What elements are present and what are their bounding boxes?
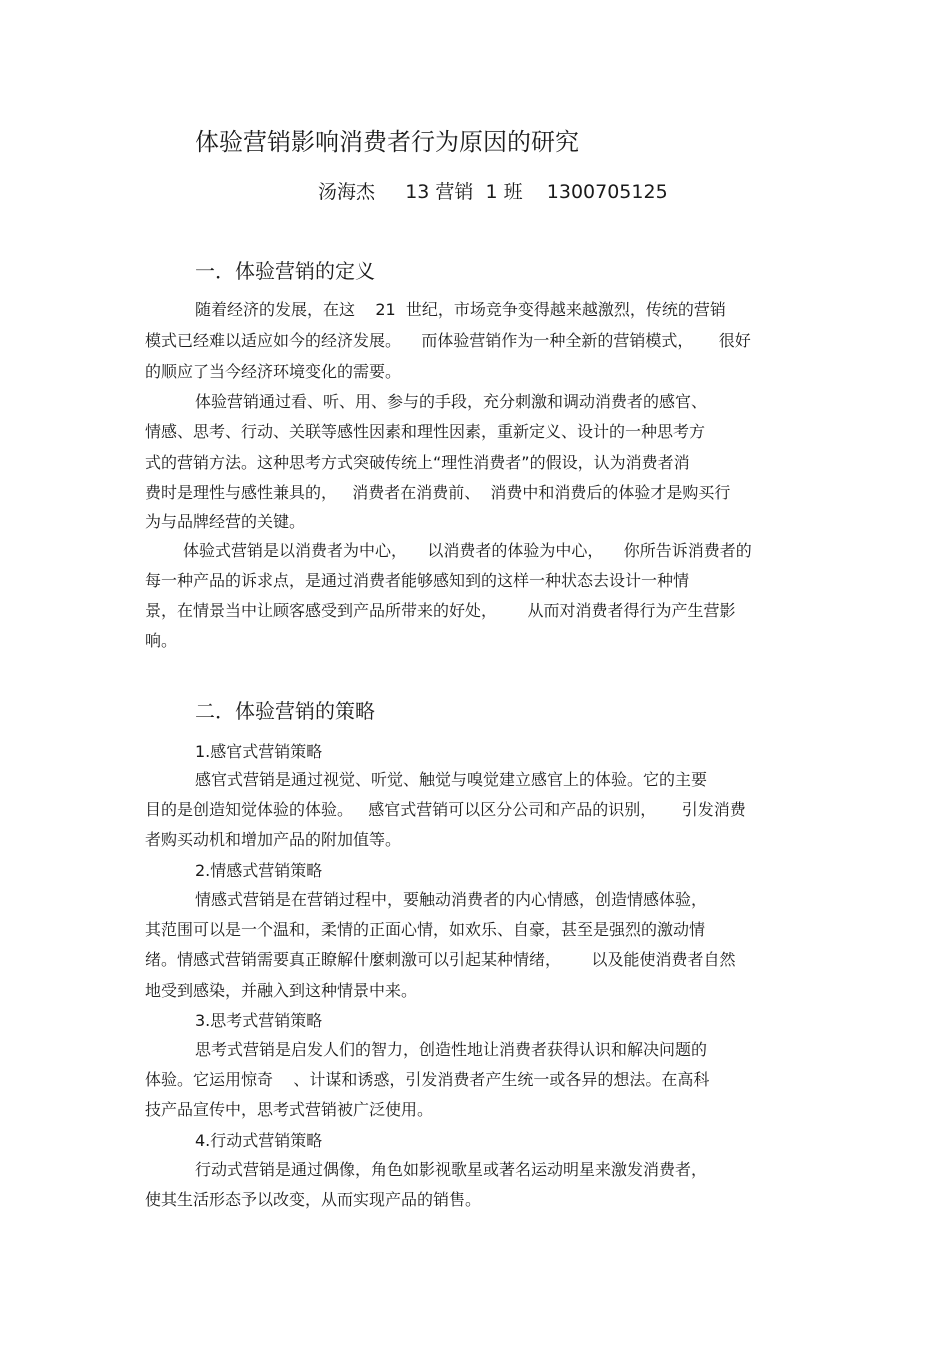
paragraph-line: 体验式营销是以消费者为中心， 以消费者的体验为中心， 你所告诉消费者的 bbox=[183, 541, 752, 560]
paragraph-line: 每一种产品的诉求点，是通过消费者能够感知到的这样一种状态去设计一种情 bbox=[145, 571, 690, 590]
paragraph-line: 技产品宣传中，思考式营销被广泛使用。 bbox=[145, 1100, 434, 1119]
paragraph-line: 情感、思考、行动、关联等感性因素和理性因素，重新定义、设计的一种思考方 bbox=[145, 422, 706, 441]
paragraph-line: 体验。它运用惊奇 、计谋和诱惑，引发消费者产生统一或各异的想法。在高科 bbox=[145, 1070, 710, 1089]
paragraph-line: 体验营销通过看、听、用、参与的手段，充分刺激和调动消费者的感官、 bbox=[195, 392, 708, 411]
paragraph-line: 费时是理性与感性兼具的， 消费者在消费前、 消费中和消费后的体验才是购买行 bbox=[145, 483, 731, 502]
paragraph-line: 的顺应了当今经济环境变化的需要。 bbox=[145, 362, 402, 381]
section-1-heading: 一．体验营销的定义 bbox=[195, 259, 375, 283]
paragraph-line: 绪。情感式营销需要真正瞭解什麼刺激可以引起某种情绪， 以及能使消费者自然 bbox=[145, 950, 736, 969]
subheading: 4.行动式营销策略 bbox=[195, 1131, 323, 1150]
document-title: 体验营销影响消费者行为原因的研究 bbox=[195, 128, 579, 156]
paragraph-line: 行动式营销是通过偶像，角色如影视歌星或著名运动明星来激发消费者， bbox=[195, 1160, 708, 1179]
paragraph-line: 者购买动机和增加产品的附加值等。 bbox=[145, 830, 402, 849]
paragraph-line: 其范围可以是一个温和，柔情的正面心情，如欢乐、自豪，甚至是强烈的激动情 bbox=[145, 920, 706, 939]
paragraph-line: 地受到感染，并融入到这种情景中来。 bbox=[145, 981, 418, 1000]
paragraph-line: 响。 bbox=[145, 631, 178, 650]
paragraph-line: 使其生活形态予以改变，从而实现产品的销售。 bbox=[145, 1190, 482, 1209]
paragraph-line: 目的是创造知觉体验的体验。 感官式营销可以区分公司和产品的识别， 引发消费 bbox=[145, 800, 746, 819]
paragraph-line: 为与品牌经营的关键。 bbox=[145, 512, 306, 531]
section-2-heading: 二．体验营销的策略 bbox=[195, 699, 375, 723]
paragraph-line: 感官式营销是通过视觉、听觉、触觉与嗅觉建立感官上的体验。它的主要 bbox=[195, 770, 708, 789]
paragraph-line: 思考式营销是启发人们的智力，创造性地让消费者获得认识和解决问题的 bbox=[195, 1040, 708, 1059]
paragraph-line: 式的营销方法。这种思考方式突破传统上“理性消费者”的假设，认为消费者消 bbox=[145, 453, 690, 472]
paragraph-line: 情感式营销是在营销过程中，要触动消费者的内心情感，创造情感体验， bbox=[195, 890, 708, 909]
paragraph-line: 模式已经难以适应如今的经济发展。 而体验营销作为一种全新的营销模式， 很好 bbox=[145, 331, 751, 350]
subheading: 2.情感式营销策略 bbox=[195, 861, 323, 880]
subheading: 1.感官式营销策略 bbox=[195, 742, 323, 761]
author-line: 汤海杰 13 营销 1 班 1300705125 bbox=[318, 181, 668, 203]
paragraph-line: 景，在情景当中让顾客感受到产品所带来的好处， 从而对消费者得行为产生营影 bbox=[145, 601, 736, 620]
paragraph-line: 随着经济的发展，在这 21 世纪，市场竞争变得越来越激烈，传统的营销 bbox=[195, 300, 726, 319]
subheading: 3.思考式营销策略 bbox=[195, 1011, 323, 1030]
